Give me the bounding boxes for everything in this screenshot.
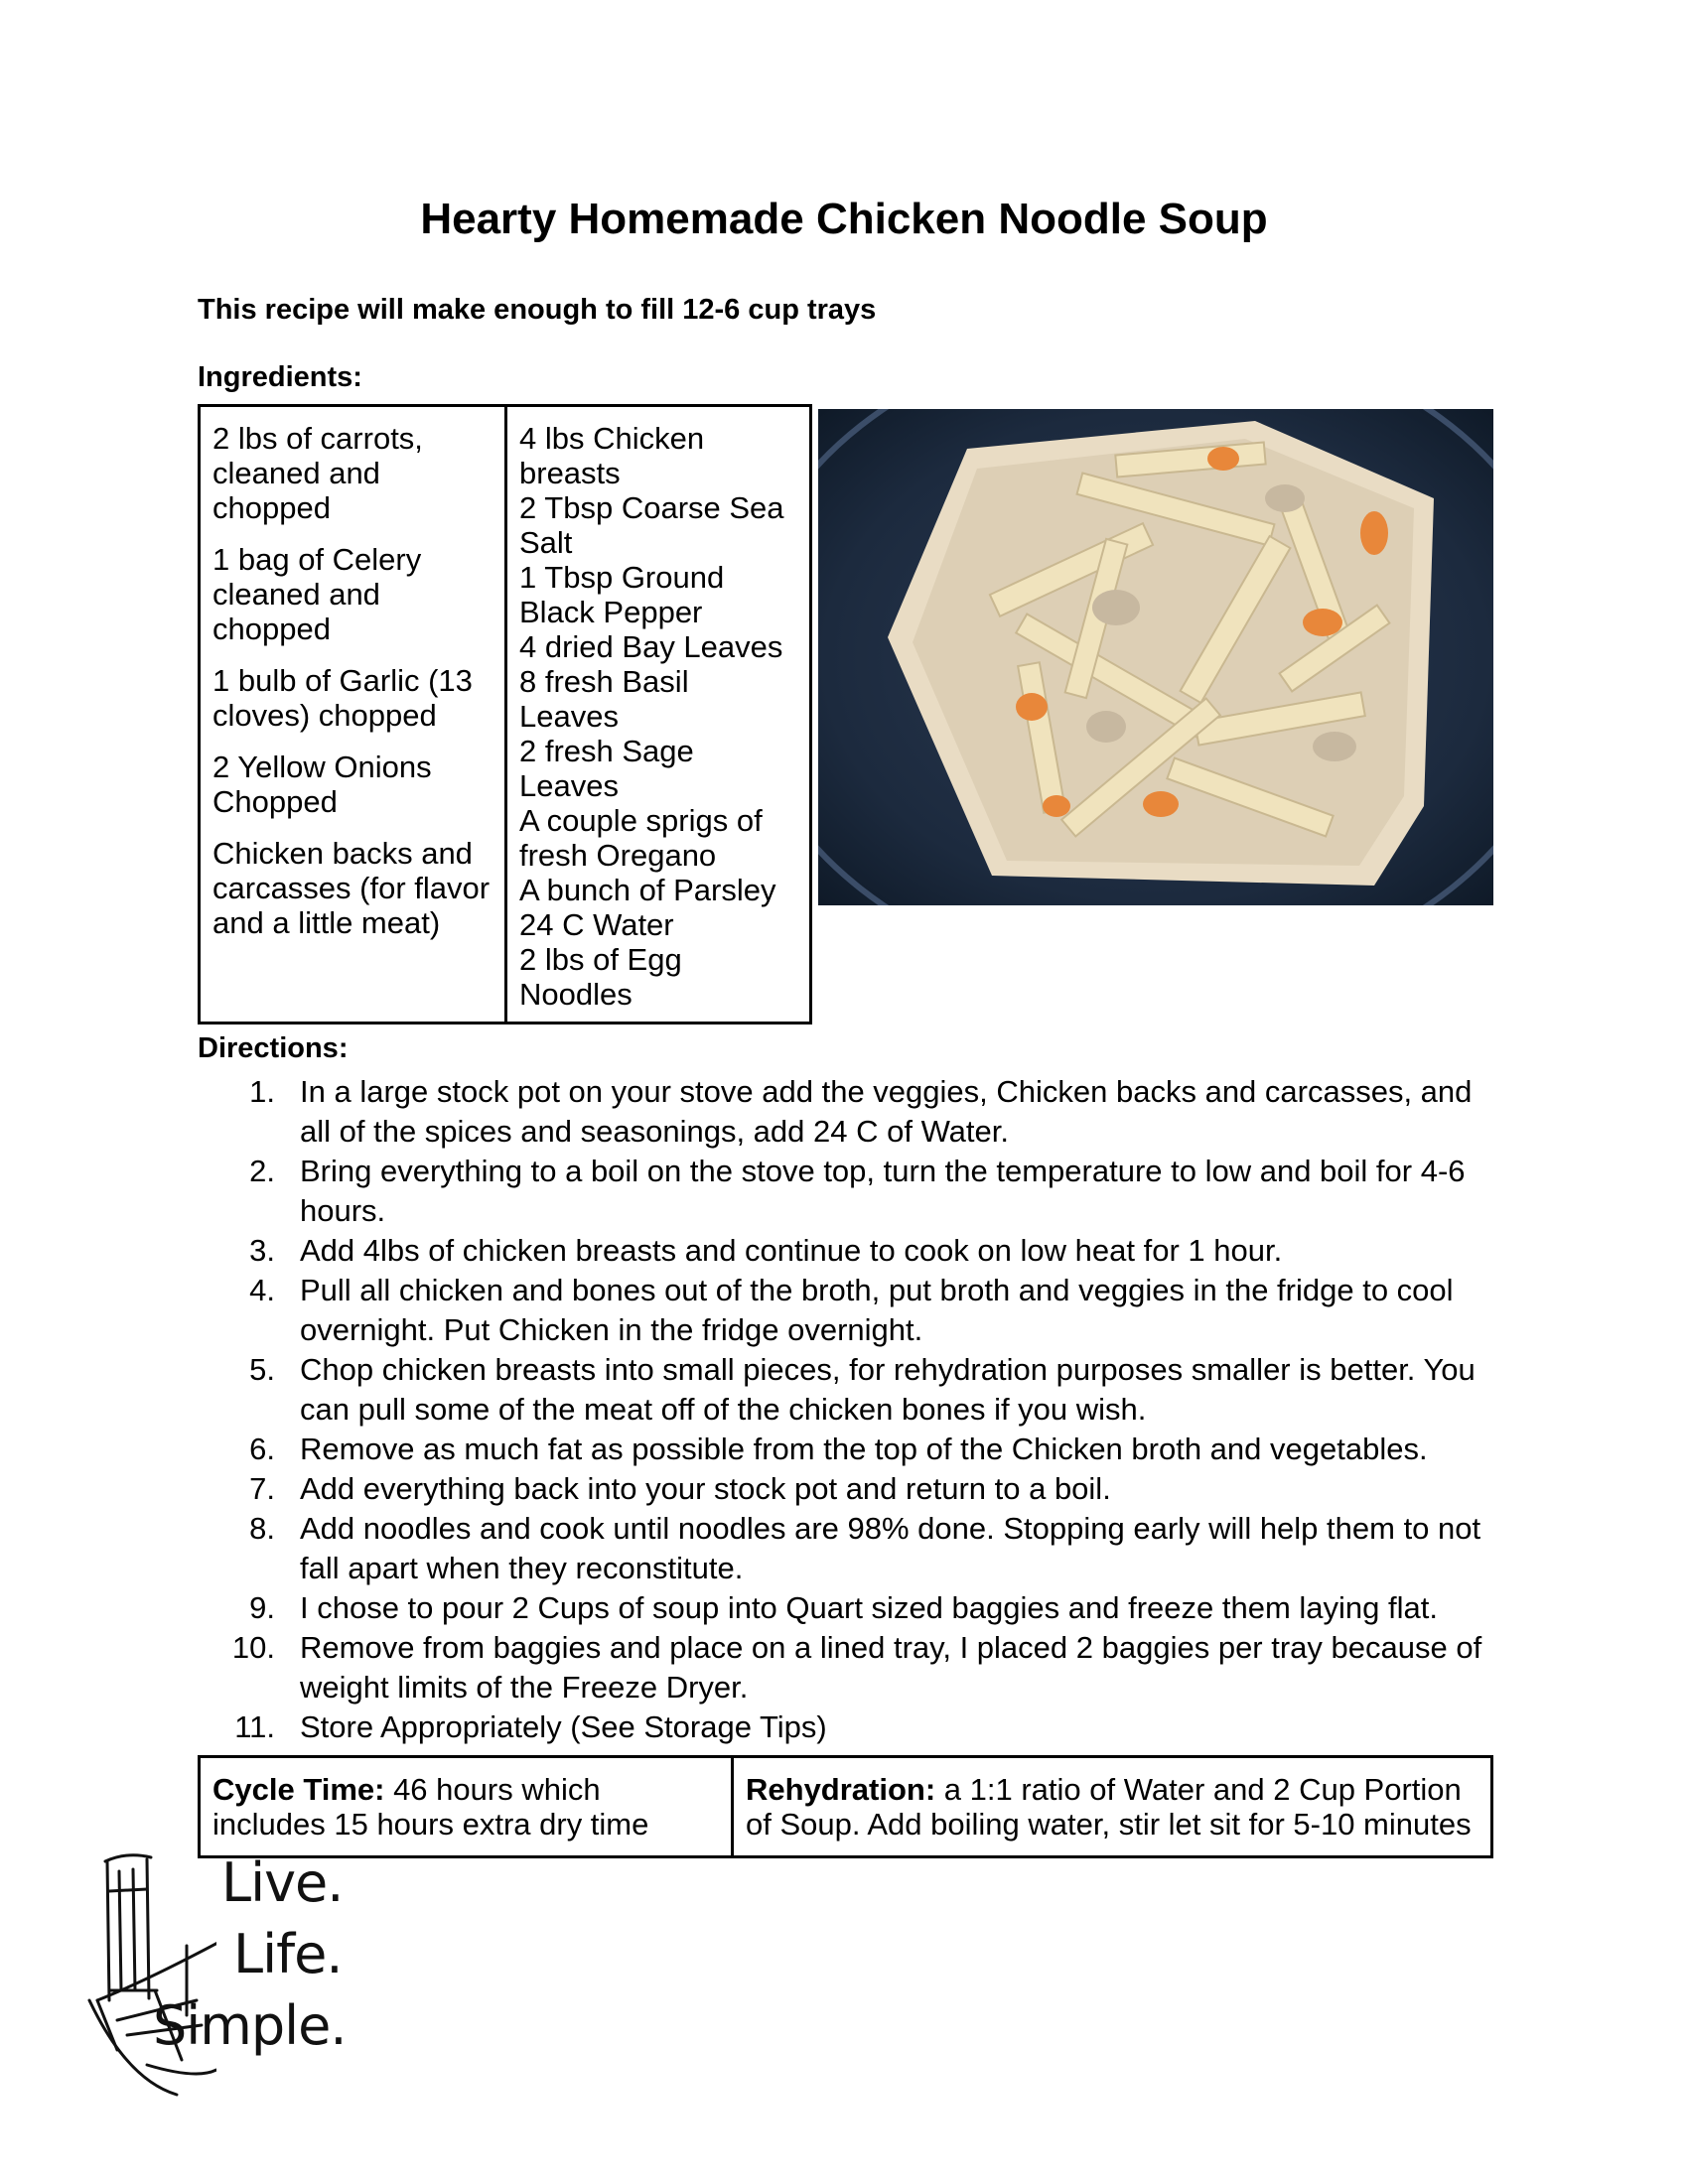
step-number: 7. bbox=[249, 1471, 275, 1506]
direction-step bbox=[198, 1628, 1488, 1707]
ingredient-line: A bunch of Parsley bbox=[519, 873, 776, 907]
step-text: Add noodles and cook until noodles are 98% done. Stopping early will help them to not fall apart when they reconstitute. bbox=[300, 1511, 1481, 1585]
logo-line-life: Life. bbox=[233, 1923, 343, 1985]
cycle-time-cell bbox=[200, 1757, 733, 1857]
directions-list bbox=[198, 1072, 1488, 1747]
step-number: 10. bbox=[231, 1630, 275, 1665]
ingredients-heading: Ingredients: bbox=[198, 361, 362, 393]
step-text: Bring everything to a boil on the stove top, turn the temperature to low and boil for 4-6 hours. bbox=[300, 1154, 1466, 1228]
step-number: 8. bbox=[249, 1511, 275, 1546]
direction-step bbox=[198, 1707, 1488, 1747]
ingredient-line: 1 Tbsp Ground bbox=[519, 560, 725, 595]
ingredient-line: Black Pepper bbox=[519, 595, 703, 629]
footer-info-table bbox=[198, 1755, 1493, 1858]
ingredient-item bbox=[212, 421, 494, 525]
ingredient-line: 2 lbs of Egg bbox=[519, 942, 682, 977]
ingredient-line: cleaned and bbox=[212, 577, 380, 612]
ingredient-line: breasts bbox=[519, 456, 621, 490]
ingredient-line: 2 Tbsp Coarse Sea bbox=[519, 490, 784, 525]
direction-step bbox=[198, 1271, 1488, 1350]
rocking-chair-icon bbox=[87, 1851, 216, 2100]
cycle-time-text: 46 hours which includes 15 hours extra dry time bbox=[212, 1772, 649, 1842]
ingredient-line: chopped bbox=[212, 490, 331, 525]
direction-step bbox=[198, 1152, 1488, 1231]
ingredient-line: Chicken backs and bbox=[212, 836, 473, 871]
ingredient-line: 1 bag of Celery bbox=[212, 542, 422, 577]
step-number: 5. bbox=[249, 1352, 275, 1387]
step-number: 4. bbox=[249, 1273, 275, 1307]
freeze-dried-soup-tray-photo-icon bbox=[818, 409, 1493, 905]
yield-note: This recipe will make enough to fill 12-6 cup trays bbox=[198, 294, 877, 326]
ingredient-line: and a little meat) bbox=[212, 905, 441, 940]
step-number: 2. bbox=[249, 1154, 275, 1188]
direction-step bbox=[198, 1469, 1488, 1509]
step-number: 11. bbox=[234, 1709, 275, 1744]
cycle-time-label: Cycle Time: bbox=[212, 1772, 385, 1807]
direction-step bbox=[198, 1350, 1488, 1430]
live-life-simple-logo bbox=[87, 1851, 346, 2100]
ingredients-column-1 bbox=[200, 406, 506, 1024]
ingredient-line: 4 dried Bay Leaves bbox=[519, 629, 783, 664]
ingredient-line: Noodles bbox=[519, 977, 633, 1012]
recipe-title: Hearty Homemade Chicken Noodle Soup bbox=[420, 195, 1268, 243]
step-text: Add 4lbs of chicken breasts and continue to cook on low heat for 1 hour. bbox=[300, 1233, 1283, 1268]
ingredient-line: 2 lbs of carrots, bbox=[212, 421, 423, 456]
ingredient-line: 2 Yellow Onions bbox=[212, 750, 432, 784]
step-text: Chop chicken breasts into small pieces, for rehydration purposes smaller is better. You can pull some of the meat off of the chicken bones if you wish. bbox=[300, 1352, 1476, 1427]
step-text: In a large stock pot on your stove add the veggies, Chicken backs and carcasses, and all of the spices and seasonings, add 24 C of Water. bbox=[300, 1074, 1473, 1149]
logo-line-simple: Simple. bbox=[153, 1994, 347, 2057]
ingredients-table bbox=[198, 404, 812, 1024]
ingredient-item bbox=[212, 663, 494, 733]
step-number: 3. bbox=[249, 1233, 275, 1268]
ingredient-line: Salt bbox=[519, 525, 573, 560]
ingredient-item bbox=[212, 542, 494, 646]
ingredient-line: A couple sprigs of bbox=[519, 803, 763, 838]
step-text: Add everything back into your stock pot and return to a boil. bbox=[300, 1471, 1111, 1506]
step-text: Store Appropriately (See Storage Tips) bbox=[300, 1709, 827, 1744]
step-text: Pull all chicken and bones out of the broth, put broth and veggies in the fridge to cool overnight. Put Chicken in the fridge overnight. bbox=[300, 1273, 1454, 1347]
ingredient-line: cloves) chopped bbox=[212, 698, 437, 733]
ingredient-line: carcasses (for flavor bbox=[212, 871, 491, 905]
ingredient-item bbox=[212, 836, 494, 940]
rehydration-label: Rehydration: bbox=[746, 1772, 936, 1807]
step-text: I chose to pour 2 Cups of soup into Quart sized baggies and freeze them laying flat. bbox=[300, 1590, 1438, 1625]
directions-heading: Directions: bbox=[198, 1032, 349, 1064]
direction-step bbox=[198, 1588, 1488, 1628]
rehydration-cell bbox=[733, 1757, 1492, 1857]
ingredients-column-2 bbox=[506, 406, 811, 1024]
direction-step bbox=[198, 1072, 1488, 1152]
ingredient-line: 8 fresh Basil bbox=[519, 664, 689, 699]
ingredient-line: Chopped bbox=[212, 784, 338, 819]
direction-step bbox=[198, 1231, 1488, 1271]
step-number: 6. bbox=[249, 1432, 275, 1466]
ingredient-line: 4 lbs Chicken bbox=[519, 421, 705, 456]
ingredient-line: 1 bulb of Garlic (13 bbox=[212, 663, 473, 698]
ingredient-line: Leaves bbox=[519, 699, 619, 734]
ingredient-line: 2 fresh Sage bbox=[519, 734, 694, 768]
ingredient-line: cleaned and bbox=[212, 456, 380, 490]
logo-line-live: Live. bbox=[221, 1851, 344, 1914]
ingredient-line: chopped bbox=[212, 612, 331, 646]
step-text: Remove as much fat as possible from the top of the Chicken broth and vegetables. bbox=[300, 1432, 1428, 1466]
ingredient-line: fresh Oregano bbox=[519, 838, 717, 873]
step-number: 1. bbox=[249, 1074, 275, 1109]
step-number: 9. bbox=[249, 1590, 275, 1625]
step-text: Remove from baggies and place on a lined tray, I placed 2 baggies per tray because of weight limits of the Freeze Dryer. bbox=[300, 1630, 1482, 1705]
ingredient-line: 24 C Water bbox=[519, 907, 674, 942]
direction-step bbox=[198, 1430, 1488, 1469]
ingredient-line: Leaves bbox=[519, 768, 619, 803]
rehydration-text: a 1:1 ratio of Water and 2 Cup Portion of Soup. Add boiling water, stir let sit for 5-10 minutes bbox=[746, 1772, 1472, 1842]
soup-tray-photo bbox=[818, 409, 1493, 905]
ingredient-item bbox=[212, 750, 494, 819]
direction-step bbox=[198, 1509, 1488, 1588]
